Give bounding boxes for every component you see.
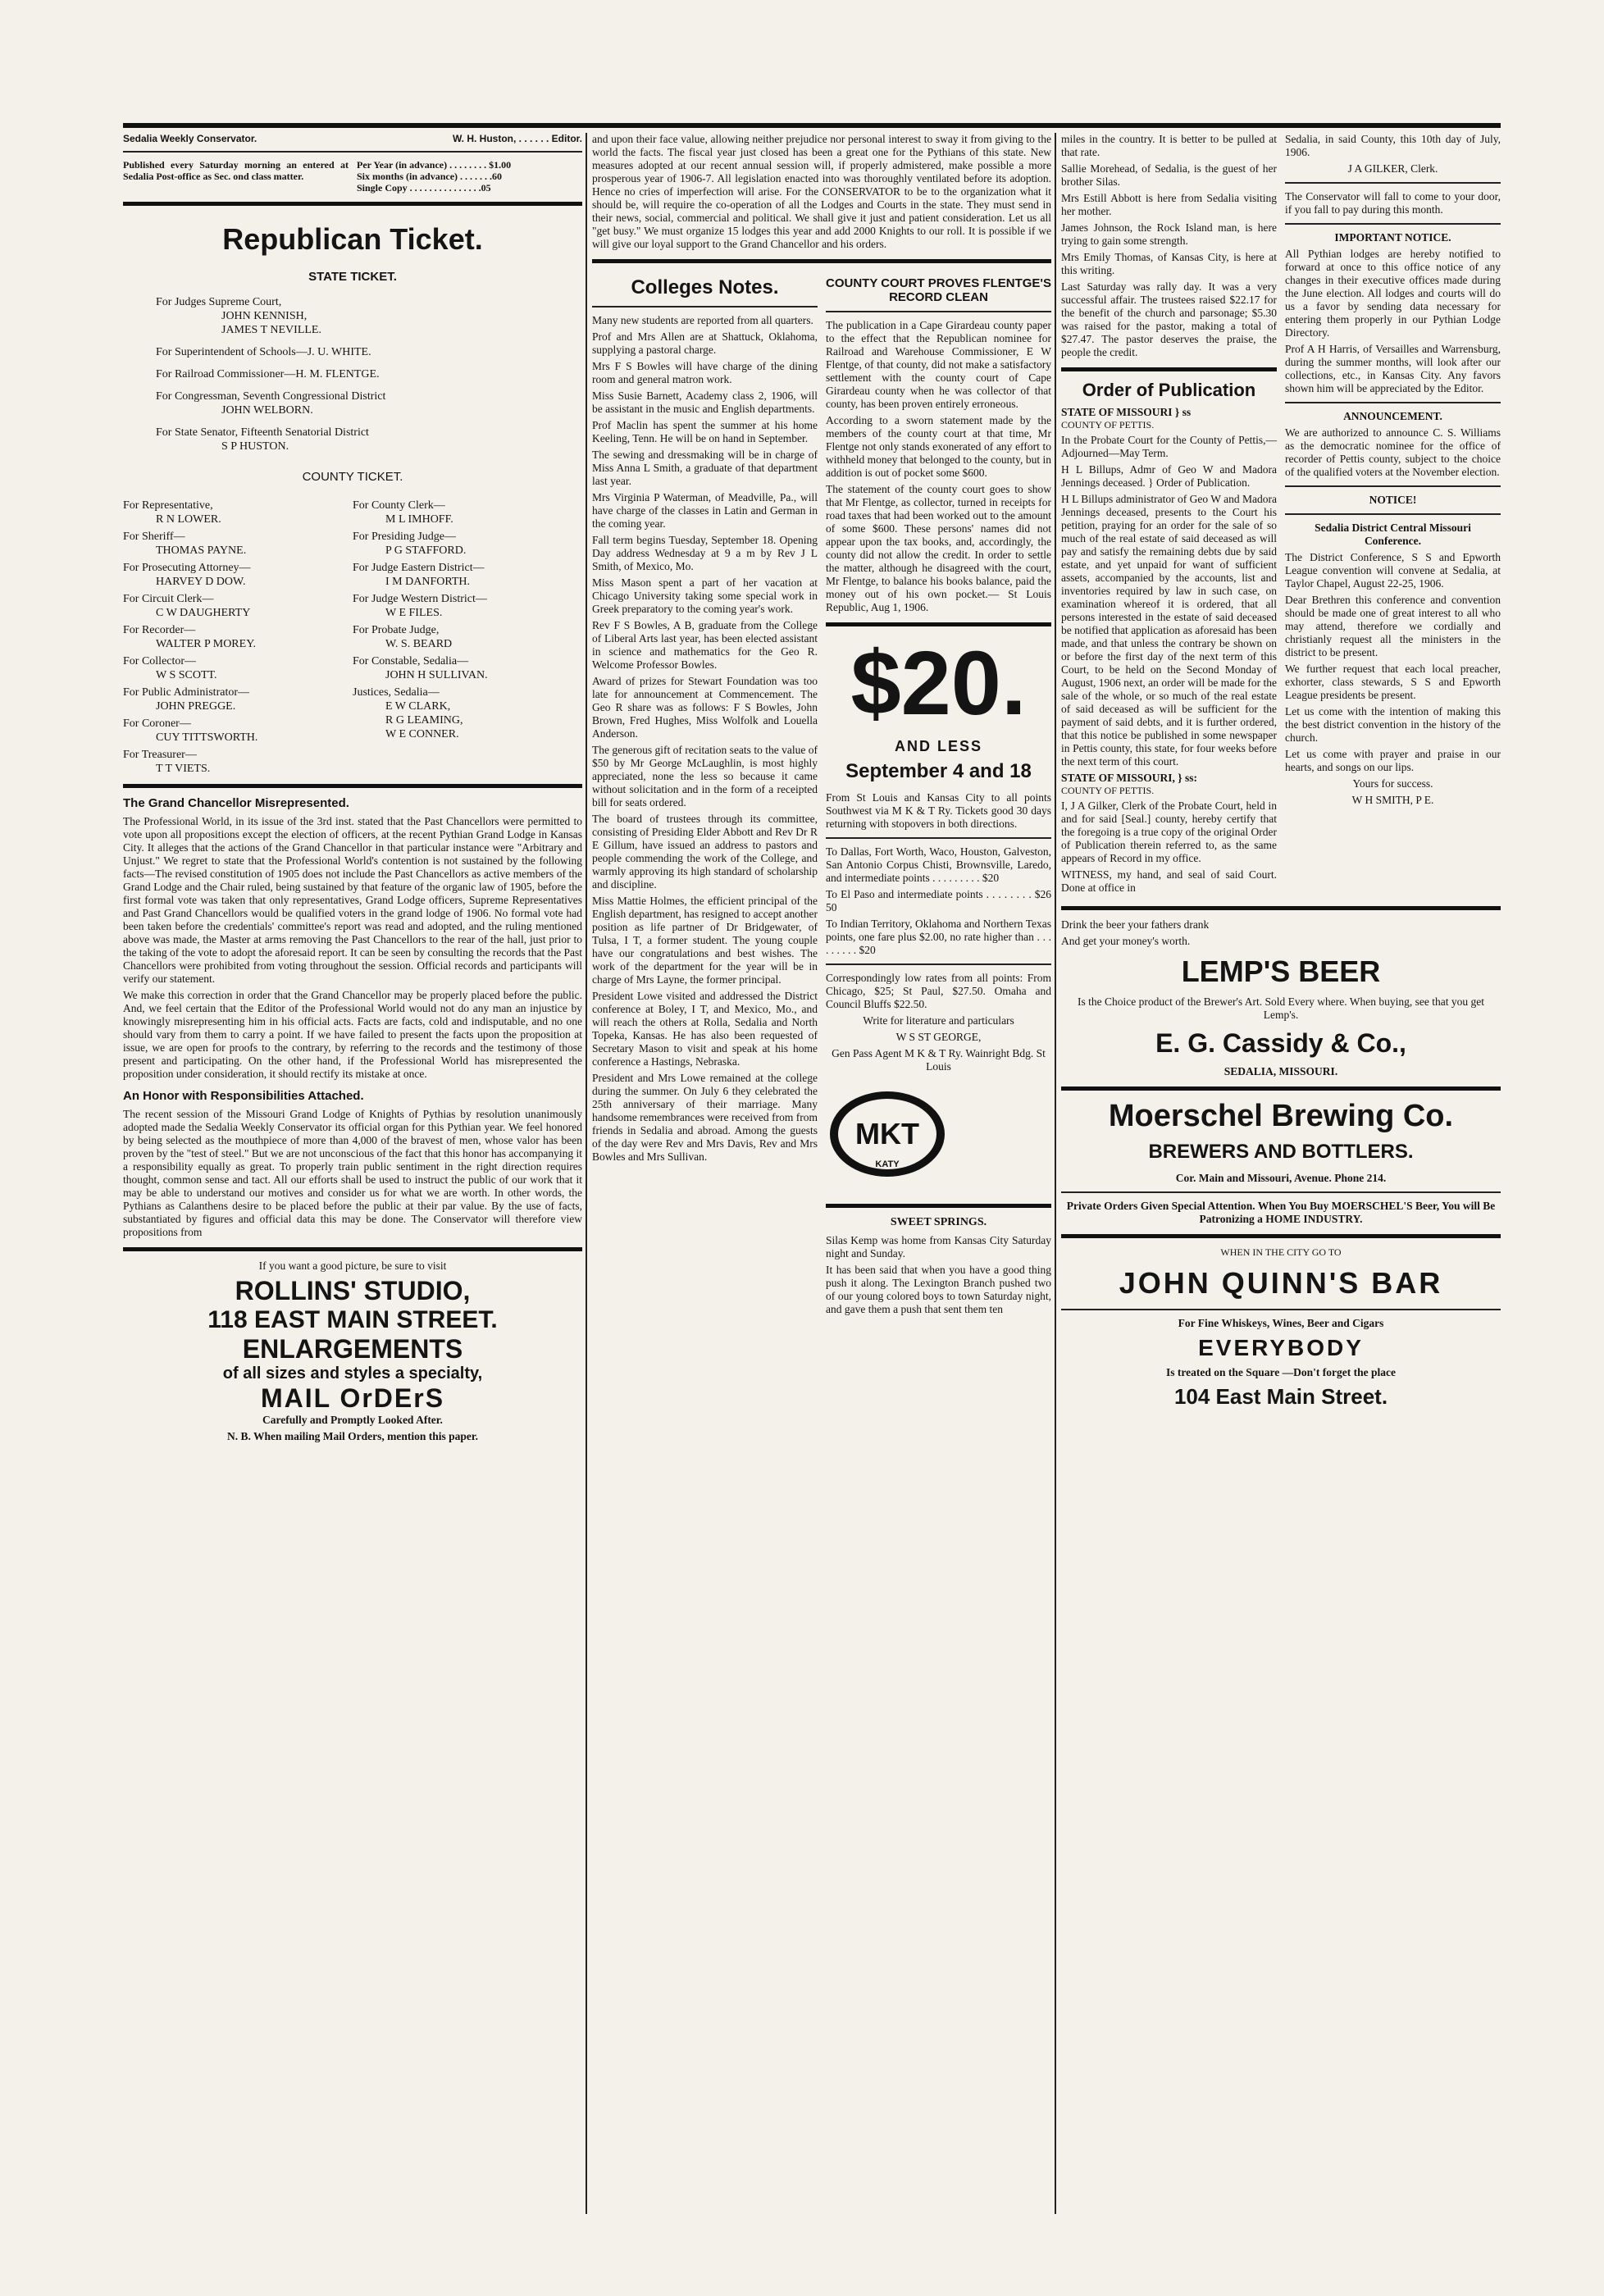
logo-text: MKT [855,1117,919,1150]
note: President and Mrs Lowe remained at the college during the summer. On July 6 they celebrated the 25th anniversary of their marriage. Many handsome remembrances were received from from friends in Sedalia and abroad. Among the guests of the day were Rev and Mrs Davis, Rev and Mrs Bowles and Mrs Sullivan. [592,1072,818,1163]
candidate: P G STAFFORD. [385,544,467,557]
column-3 [1061,133,1501,2222]
divider [1285,513,1501,515]
local-item: James Johnson, the Rock Island man, is here trying to gain some strength. [1061,221,1277,247]
notice-heading: NOTICE! [1369,494,1417,506]
office: For Coroner— [123,718,191,730]
lemp-name: LEMP'S BEER [1181,954,1381,988]
conference-text: Let us come with the intention of making this the best district convention in the history of the church. [1285,705,1501,744]
divider [1061,1234,1501,1238]
candidate: CUY TITTSWORTH. [156,731,258,744]
article-continuation: and upon their face value, allowing neither prejudice nor personal interest to sway it from giving to the world the facts. The fiscal year just closed has been a great one for the Pythians of this state. New measures adopted at our recent annual session will, if properly admistered, make possible a more prosperous year of 1906-7. All legislation enacted into was thoroughly ventilated before its adoption. Hence no cries of imperfection will arise. For the CONSERVATOR to be to the organization what it should be, will require the co-operation of all the Lodges and Courts in the state. They must send in their news, social, commercial and political. We shall give it just and patient consideration. Let us all "get busy." We must organize 15 lodges this year and add 2000 Knights to our roll. It is possible if we will give our loyal support to the Grand Chancellor and his orders. [592,133,1051,250]
note: Mrs Virginia P Waterman, of Meadville, Pa., will have charge of the classes in Latin and German in the coming year. [592,491,818,530]
ad-line: Is the Choice product of the Brewer's Art. Sold Every where. When buying, see that you get Lemp's. [1078,995,1484,1021]
article-paragraph: According to a sworn statement made by the members of the county court at that time, Mr Flentge not only stands exonerated of any effort to withheld money that belonged to the county, but in addition is out of pocket some $600. [826,414,1051,479]
candidate: JOHN KENNISH, [221,310,308,322]
route-rate: To El Paso and intermediate points . . . . . . . . $26 50 [826,888,1051,913]
county-ticket-heading: COUNTY TICKET. [302,470,403,484]
divider [826,622,1051,626]
local-item: Sallie Morehead, of Sedalia, is the guest of her brother Silas. [1061,162,1277,188]
candidate: WALTER P MOREY. [156,638,257,650]
divider [1285,223,1501,225]
carefully-line: Carefully and Promptly Looked After. [262,1414,443,1426]
quinn-name: JOHN QUINN'S BAR [1119,1266,1443,1300]
order-text: H L Billups administrator of Geo W and Madora Jennings deceased, presents to the Court his petition, praying for an order for the sale of so much of the real estate of said deceased as will pay and satisfy the remaining debts due by said estate, and yet unpaid for want of sufficient assets, accompanied by the accounts, list and inventories required by law in such case, on examination whereof it is ordered, that all persons interested in the estate of said deceased be notified that application as aforesaid has been made, and that unless the contrary be shown on or before the first day of the next term of this Court, to be held on the Second Monday of August, 1906 next, an order will be made for the sale of the whole, or so much of the real estate of said deceased as will be sufficient for the payment of said debts, and it is further ordered, that this notice be published in some newspaper in Pettis county, this state, for four weeks before the next term of this court. [1061,493,1277,768]
candidate: R N LOWER. [156,513,221,526]
candidate: E W CLARK, [385,700,451,713]
article-paragraph: The recent session of the Missouri Grand Lodge of Knights of Pythias by resolution unanimously adopted made the Sedalia Weekly Conservator its official organ for this Pythian year. We feel honored by being selected as the mouthpiece of more than 4,000 of the bravest of men, whose valor has been proven by the "test of steel." But we are not unconscious of the fact that this honor has accompanying it a responsibility equally as great. To properly train public sentiment in the right direction requires thought, common sense and tact. All our efforts shall be used to instruct the public of our work that it may be able to understand our motives and consider us for what we are worth. In other words, the Pythians as Calanthens desire to be placed before the public at their par value. By the use of facts, substantiated by figures and official data this may be done. The Conservator will therefore view propositions from [123,1108,582,1238]
divider [123,151,582,153]
local-item: miles in the country. It is better to be pulled at that rate. [1061,133,1277,158]
candidate: T T VIETS. [156,763,211,775]
divider [123,202,582,206]
order-heading: Order of Publication [1082,380,1256,400]
note: Prof Maclin has spent the summer at his home Keeling, Tenn. He will be on hand in September. [592,419,818,444]
column-1 [123,133,582,2222]
office: For Public Administrator— [123,686,249,699]
candidate: C W DAUGHERTY [156,607,251,619]
candidate: JOHN H SULLIVAN. [385,669,488,681]
candidate: M L IMHOFF. [385,513,453,526]
divider [1285,485,1501,487]
notice-text: The Conservator will fall to come to your door, if you fall to pay during this month. [1285,190,1501,216]
divider [826,963,1051,965]
note: The board of trustees through its committee, consisting of Presiding Elder Abbott and Rev Dr R E Gillum, have issued an address to pastors and people commending the work of the College, and warmly approving its high standard of scholarship and discipline. [592,813,818,891]
masthead [123,133,582,144]
note: Prof and Mrs Allen are at Shattuck, Oklahoma, supplying a pastoral charge. [592,330,818,356]
mkt-railway-ad [826,635,1051,1196]
local-item: Mrs Emily Thomas, of Kansas City, is here at this writing. [1061,251,1277,276]
studio-address: 118 EAST MAIN STREET. [207,1306,498,1333]
quinn-address: 104 East Main Street. [1173,1384,1388,1409]
rollins-studio-ad [123,1260,582,1443]
divider [1061,906,1501,910]
office: For Judges Supreme Court, [156,296,282,308]
newspaper-page [123,123,1501,2222]
article-paragraph: We make this correction in order that the Grand Chancellor may be properly placed before the public. And, we feel certain that the Editor of the Professional World would not do any man an injustice by knowingly misrepresenting him in his official acts. Facts are facts, cold and indisputable, and no one should vary from them to carry a point. If we have failed to present the facts upon the proposition at issue, we are open for proofs to the contrary, by referring to the records and the testimony of those present and participating. On the other hand, if the Professional World has misrepresented the proposition under consideration, it should rectify its mistake at once. [123,989,582,1080]
colleges-notes [592,271,818,1319]
article-paragraph: The Professional World, in its issue of the 3rd inst. stated that the Past Chancellors were permitted to vote upon all propositions except the election of officers, at the recent Pythian Grand Lodge in Kansas City. It alleges that the actions of the Grand Chancellor in that particular instance were "Arbitrary and Unjust." We regret to state that the Professional World's contention is not sustained by the following facts—The revised constitution of 1905 does not include the Past Chancellors as active members of the Grand Lodge and the Chair ruled, being sustained by that feature of the organic law of 1905, before the first formal vote was taken that only representatives, Grand Lodge officers, Supreme Representatives and Past Grand Chancellors would be qualified voters in the grand lodge of 1906. No formal vote had been taken before the credentials' committee's report was read and adopted, and the ruling mentioned above was made, the Master at arms removing the Past Chancellors to the rear of the hall, just prior to the taking of the vote to adopt the aforesaid report. It can be seen by consulting the records that the Past Chancellors were prohibited from voting throughout the session. Official records and participants will verify our statement. [123,815,582,985]
sweet-springs-heading: SWEET SPRINGS. [890,1216,987,1228]
office: For Collector— [123,655,197,667]
rate: Single Copy . . . . . . . . . . . . . . .05 [357,182,491,194]
case-line: H L Billups, Admr of Geo W and Madora Jennings deceased. } Order of Publication. [1061,463,1277,489]
note: President Lowe visited and addressed the District conference at Boley, I T, and Mexico, Mo., and will reach the others at Rolla, Sedalia and North Topeka, Kansas. He has also been requested of Secretary Mason to visit and speak at his home conference a Hastings, Nebraska. [592,990,818,1068]
office: Justices, Sedalia— [353,686,440,699]
moerschel-address: Cor. Main and Missouri, Avenue. Phone 214. [1175,1172,1387,1184]
office: For County Clerk— [353,499,445,512]
note: Rev F S Bowles, A B, graduate from the College of Liberal Arts last year, has been elected assistant in science and mathematics for the Geo R. Welcome Professor Bowles. [592,619,818,671]
candidate: JOHN PREGGE. [156,700,236,713]
paper-name: Sedalia Weekly Conservator. [123,133,257,144]
rate: Six months (in advance) . . . . . . .60 [357,171,503,182]
note: The sewing and dressmaking will be in charge of Miss Anna L Smith, a graduate of that department last year. [592,449,818,487]
divider [1285,182,1501,184]
column-3b [1285,133,1501,898]
editor-line: W. H. Huston, . . . . . . Editor. [452,133,582,144]
ad-line: WHEN IN THE CITY GO TO [1220,1246,1342,1258]
office: For Superintendent of Schools—J. U. WHITE. [156,346,371,358]
county-left [123,495,353,776]
note: Miss Susie Barnett, Academy class 2, 1906, will be assistant in the music and English departments. [592,390,818,415]
article-paragraph: The statement of the county court goes to show that Mr Flentge, as collector, turned in receipts for road taxes that had been worked out to the amount of some $600. These persons' names did not appear upon the tax books, and, accordingly, the county did not allow the credit. In order to settle the matter, although he disagreed with the court, Mr Flentge, to balance his books balance, paid the money out of his own pocket.— St Louis Republic, Aug 1, 1906. [826,483,1051,613]
column-2 [592,133,1051,2222]
date-line: Sedalia, in said County, this 10th day of July, 1906. [1285,133,1501,158]
ad-intro: From St Louis and Kansas City to all points Southwest via M K & T Ry. Tickets good 30 days returning with stopovers in both directions. [826,791,1051,830]
office: For Treasurer— [123,749,197,761]
enlargements: ENLARGEMENTS [242,1334,463,1364]
and-less: AND LESS [894,738,982,754]
county-right [353,495,582,776]
article-paragraph: It has been said that when you have a good thing push it along. The Lexington Branch pushed two of our young colored boys to town Saturday night, and gave them a push that sent them ten [826,1264,1051,1315]
county-court-heading: COUNTY COURT PROVES FLENTGE'S RECORD CLEAN [826,276,1051,304]
ad-intro: If you want a good picture, be sure to visit [258,1260,447,1272]
article-paragraph: Silas Kemp was home from Kansas City Saturday night and Sunday. [826,1234,1051,1260]
column-3-top [1061,133,1501,898]
signature: W H SMITH, P E. [1351,794,1434,806]
divider [123,784,582,788]
moerschel-sub: BREWERS AND BOTTLERS. [1148,1141,1414,1163]
witness-text: WITNESS, my hand, and seal of said Court. Done at office in [1061,868,1277,894]
lemp-beer-ad [1061,918,1501,1078]
column-rule [586,133,587,2214]
office: For Judge Western District— [353,593,487,605]
ad-line: For Fine Whiskeys, Wines, Beer and Cigars [1178,1317,1384,1329]
office: For Probate Judge, [353,624,440,636]
note: Mrs F S Bowles will have charge of the dining room and general matron work. [592,360,818,385]
candidate: JAMES T NEVILLE. [221,324,321,336]
candidate: W. S. BEARD [385,638,453,650]
certify-text: I, J A Gilker, Clerk of the Probate Court, held in and for said [Seal.] county, hereby certify that the foregoing is a true copy of the original Order of Publication therein referred to, as the same appears of Record in my office. [1061,800,1277,864]
sale-dates: September 4 and 18 [845,760,1032,782]
mkt-logo-icon [826,1085,949,1183]
rate: Per Year (in advance) . . . . . . . . $1.00 [357,159,512,171]
column-rule [1055,133,1056,2214]
note: Many new students are reported from all quarters. [592,314,813,326]
note: Award of prizes for Stewart Foundation was too late for announcement at Commencement. The Geo R share was as follows: F S Bowles, John Brown, Fred Hughes, Miss Wolfolk and Louella Anderson. [592,675,818,740]
conference-text: Let us come with prayer and praise in our hearts, and songs on our lips. [1285,748,1501,773]
divider [1061,1086,1501,1091]
column-3a [1061,133,1277,898]
moerschel-name: Moerschel Brewing Co. [1108,1099,1454,1133]
office: For Recorder— [123,624,196,636]
route-rate: To Indian Territory, Oklahoma and Northern Texas points, one fare plus $2.00, no rate higher than . . . . . . . . . $20 [826,918,1051,956]
office: For Sheriff— [123,531,185,543]
cassidy-name: E. G. Cassidy & Co., [1155,1028,1406,1058]
logo-subtext: KATY [875,1159,900,1169]
notice-heading: IMPORTANT NOTICE. [1334,231,1451,244]
county-line: COUNTY OF PETTIS. [1061,419,1155,430]
everybody: EVERYBODY [1198,1335,1364,1360]
article-headline: An Honor with Responsibilities Attached. [123,1089,364,1103]
chicago-rates: Correspondingly low rates from all points: From Chicago, $25; St Paul, $27.50. Omaha and Council Bluffs $22.50. [826,972,1051,1010]
candidate: S P HUSTON. [221,440,289,453]
colleges-heading: Colleges Notes. [631,276,779,298]
mail-orders: MAIL OrDErS [260,1383,445,1413]
local-item: Last Saturday was rally day. It was a very successful affair. The trustees raised $22.17 for the benefit of the church and parsonage; $5.30 was raised for the pastor, making a total of $27.47. The pastor deserves the praise, the people the credit. [1061,280,1277,358]
note: Miss Mason spent a part of her vacation at Chicago University taking some special work in Greek preparatory to the coming year's work. [592,576,818,615]
office: For Constable, Sedalia— [353,655,469,667]
divider [123,1247,582,1251]
office: For Judge Eastern District— [353,562,485,574]
moerschel-ad [1061,1099,1501,1226]
candidate: W S SCOTT. [156,669,217,681]
conference-text: We further request that each local preacher, exhorter, class stewards, S S and Epworth League presidents be present. [1285,663,1501,701]
notice-text: Prof A H Harris, of Versailles and Warrensburg, during the summer months, will look after our collections, etc., in Kansas City. Any favors shown him will be appreciated by the Editor. [1285,343,1501,394]
subcolumns [592,271,1051,1319]
divider [1061,1309,1501,1310]
office: For Presiding Judge— [353,531,456,543]
conference-text: The District Conference, S S and Epworth League convention will convene at Sedalia, at Taylor Chapel, August 22-25, 1906. [1285,551,1501,590]
publication-info [123,159,582,194]
top-rule [123,123,1501,128]
divider [1061,1191,1501,1193]
ad-line: Drink the beer your fathers drank [1061,918,1210,931]
court-line: In the Probate Court for the County of Pettis,—Adjourned—May Term. [1061,434,1277,459]
candidate: JOHN WELBORN. [221,404,313,417]
announcement-text: We are authorized to announce C. S. Williams as the democratic nominee for the office of recorder of Pettis county, subject to the choice of the qualified voters at the November election. [1285,426,1501,478]
conference-text: Dear Brethren this conference and convention should be made one of great interest to all who may attend, therefore we cordially and christianly request all the ministers in the district to be present. [1285,594,1501,658]
ad-line: And get your money's worth. [1061,935,1191,947]
candidate: THOMAS PAYNE. [156,544,247,557]
office: For State Senator, Fifteenth Senatorial District [156,426,369,439]
office: For Circuit Clerk— [123,593,214,605]
state-line: STATE OF MISSOURI } ss [1061,406,1192,418]
divider [826,1204,1051,1208]
sizes-line: of all sizes and styles a specialty, [222,1364,483,1383]
quinn-bar-ad [1061,1246,1501,1410]
state-ticket-heading: STATE TICKET. [308,270,397,284]
published-note: Published every Saturday morning an entered at Sedalia Post-office as Sec. ond class matter. [123,159,349,182]
divider [592,259,1051,263]
office: For Railroad Commissioner—H. M. FLENTGE. [156,368,380,380]
city-line: SEDALIA, MISSOURI. [1224,1065,1338,1077]
conference-heading: Sedalia District Central Missouri Conference. [1315,522,1471,547]
candidate: W E CONNER. [385,728,459,740]
ad-line: Is treated on the Square —Don't forget the place [1166,1366,1396,1378]
office: For Representative, [123,499,213,512]
candidate: HARVEY D DOW. [156,576,246,588]
divider [1285,402,1501,403]
county-ticket [123,495,582,776]
route-rate: To Dallas, Fort Worth, Waco, Houston, Galveston, San Antonio Corpus Chisti, Brownsville, Laredo, and intermediate points . . . . . . . . . $20 [826,845,1051,884]
state-line: STATE OF MISSOURI, } ss: [1061,772,1197,784]
office: For Prosecuting Attorney— [123,562,251,574]
right-subcolumn [826,271,1051,1319]
candidate: R G LEAMING, [385,714,463,727]
notice-text: All Pythian lodges are hereby notified to forward at once to this office notice of any changes in their executive offices made during the June election. All lodges and courts will do us a favor by sending data necessary for entering them properly in our Pythian Lodge Directory. [1285,248,1501,339]
divider [1061,367,1277,371]
divider [592,306,818,308]
note: The generous gift of recitation seats to the value of $50 by Mr George McLaughlin, is most highly appreciated, none the less so because it came without solicitation and in the form of a receipted bill for seats ordered. [592,744,818,809]
agent-address: Gen Pass Agent M K & T Ry. Wainright Bdg. St Louis [832,1047,1046,1073]
moerschel-text: Private Orders Given Special Attention. When You Buy MOERSCHEL'S Beer, You will Be Patronizing a HOME INDUSTRY. [1066,1200,1496,1225]
county-line: COUNTY OF PETTIS. [1061,785,1155,796]
closing: Yours for success. [1352,777,1433,790]
note: Fall term begins Tuesday, September 18. Opening Day address Wednesday at 9 a m by Rev J L Smith, of Mexico, Mo. [592,534,818,572]
clerk-sign: J A GILKER, Clerk. [1347,162,1438,175]
office: For Congressman, Seventh Congressional District [156,390,386,403]
ad-price: $20. [850,633,1027,734]
studio-name: ROLLINS' STUDIO, [235,1276,471,1305]
article-headline: The Grand Chancellor Misrepresented. [123,796,349,810]
divider [826,837,1051,839]
announcement-heading: ANNOUNCEMENT. [1343,410,1442,422]
write-line: Write for literature and particulars [863,1014,1014,1027]
divider [826,311,1051,312]
article-paragraph: The publication in a Cape Girardeau county paper to the effect that the Republican nominee for Railroad and Warehouse Commissioner, E W Flentge, of that county, did not make a satisfactory settlement with the county court of Cape Girardeau county when he was collector of that county, has been proven entirely erroneous. [826,319,1051,410]
note: Miss Mattie Holmes, the efficient principal of the English department, has resigned to accept another position as life partner of Dr Bridgewater, of Tulsa, I T, a former student. The young couple have our congratulations and best wishes. The work of the department for the year will be in charge of Mrs Layne, the former principal. [592,895,818,986]
candidate: I M DANFORTH. [385,576,470,588]
candidate: W E FILES. [385,607,443,619]
agent-name: W S ST GEORGE, [895,1031,982,1043]
nb-line: N. B. When mailing Mail Orders, mention this paper. [226,1430,479,1442]
local-item: Mrs Estill Abbott is here from Sedalia visiting her mother. [1061,192,1277,217]
ticket-title: Republican Ticket. [222,222,483,256]
